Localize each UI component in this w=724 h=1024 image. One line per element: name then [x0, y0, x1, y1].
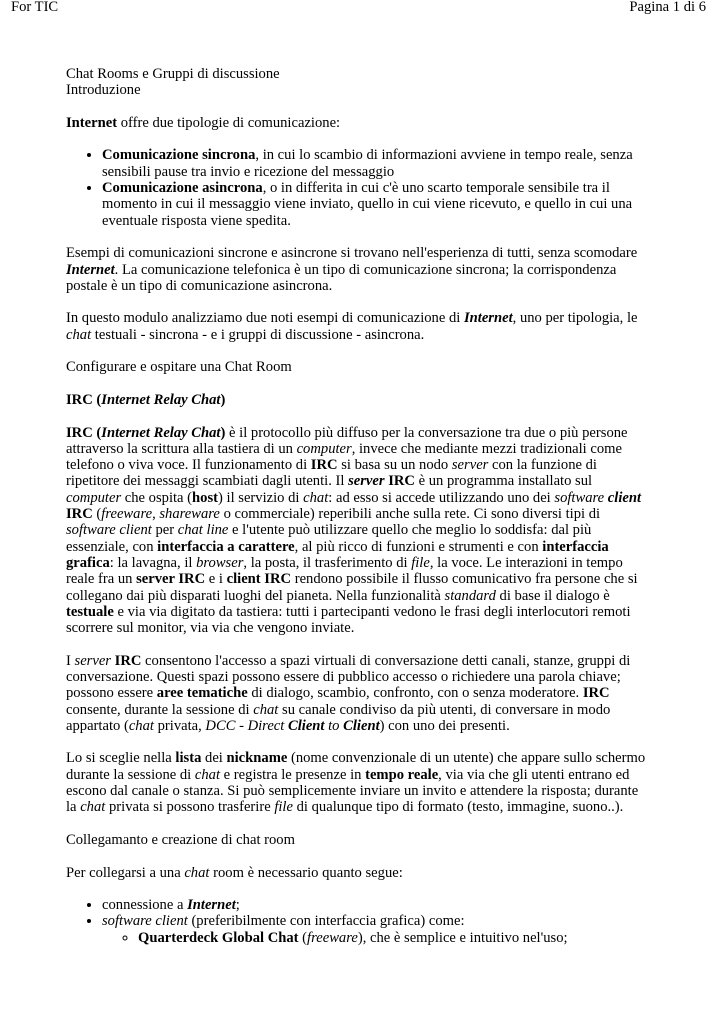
italic-term: freeware — [101, 506, 153, 523]
title-line-2: Introduzione — [66, 82, 141, 99]
text-span: dei — [201, 750, 227, 767]
text-span: : ad esso si accede utilizzando uno dei — [328, 489, 555, 506]
italic-term: software client — [102, 913, 188, 930]
text-span: , la posta, il trasferimento di — [243, 554, 412, 571]
bold-term: ) — [220, 391, 226, 408]
text-span: di dialogo, scambio, confronto, con o senza moderatore. — [247, 685, 583, 702]
bold-term: Internet — [66, 114, 118, 131]
bold-italic-term: Internet Relay Chat — [101, 424, 221, 441]
italic-term: software — [554, 489, 605, 506]
bold-term: IRC — [111, 652, 142, 669]
bold-italic-term: Client — [287, 717, 325, 734]
text-span: Esempi di comunicazioni sincrone e asincrone si trovano nell'esperienza di tutti, senza scomodare — [66, 245, 638, 262]
text-span: In questo modulo analizziamo due noti esempi di comunicazione di — [66, 310, 464, 327]
section-heading-irc — [66, 392, 648, 408]
italic-term: freeware — [307, 929, 358, 946]
bold-term: client IRC — [226, 571, 292, 588]
bold-term: tempo reale — [365, 766, 439, 783]
client-software-list — [102, 930, 648, 946]
bold-term: aree tematiche — [156, 685, 248, 702]
list-item — [138, 930, 648, 946]
text-span: e l'utente può utilizzare quello che meglio lo soddisfa: dal più essenziale, con — [66, 522, 592, 555]
italic-term: computer — [296, 440, 352, 457]
section-heading-config: Configurare e ospitare una Chat Room — [66, 359, 292, 376]
text-span: che ospita ( — [121, 489, 193, 506]
paragraph-internet — [66, 115, 648, 131]
text-span: si basa su un nodo — [337, 457, 452, 474]
bold-term: IRC — [582, 685, 610, 702]
text-span: Lo si sceglie nella — [66, 750, 176, 767]
text-span: , — [152, 506, 160, 523]
text-span: è il protocollo più diffuso per la conversazione tra due o più persone attraverso la scrittura alla tastiera di un — [66, 424, 628, 457]
text-span: ), che è semplice e intuitivo nel'uso; — [357, 929, 568, 946]
document-body — [66, 66, 648, 962]
text-span: consentono l'accesso a spazi virtuali di conversazione detti canali, stanze, gruppi di conversazione. Questi spazi possono essere di pubblico accesso o richiedere una parola chiave; possono essere — [66, 652, 631, 702]
bold-term: IRC — [66, 506, 93, 523]
page-number: Pagina 1 di 6 — [629, 0, 706, 15]
italic-term: computer — [66, 489, 122, 506]
title-line-1: Chat Rooms e Gruppi di discussione — [66, 66, 280, 82]
text-span: (preferibilmente con interfaccia grafica) come: — [187, 913, 465, 930]
text-span: . La comunicazione telefonica è un tipo di comunicazione sincrona; la corrispondenza postale è un tipo di comunicazione asincrona. — [66, 261, 617, 294]
italic-term: file — [274, 799, 293, 816]
bold-term: testuale — [66, 603, 114, 620]
text-span: privata, — [153, 717, 206, 734]
bold-term: Quarterdeck Global Chat — [138, 929, 299, 946]
paragraph-irc-2 — [66, 653, 648, 734]
text-span: e via via digitato da tastiera: tutti i partecipanti vedono le frasi degli interlocutori remoti scorrere sul monitor, via via che vengono inviate. — [66, 603, 631, 637]
italic-term: chat — [66, 326, 92, 343]
bold-term: host — [192, 489, 218, 506]
italic-term: software client — [66, 522, 152, 539]
text-span: , uno per tipologia, le — [512, 310, 638, 327]
italic-term: chat — [80, 799, 106, 816]
text-span: I — [66, 652, 75, 669]
text-span: : la lavagna, il — [109, 554, 197, 571]
bold-italic-term: Internet — [463, 310, 513, 327]
bold-italic-term: Internet — [187, 897, 236, 914]
text-span: su canale condiviso da più utenti, di conversare in modo appartato ( — [66, 701, 611, 734]
text-span: ( — [298, 929, 308, 946]
text-span: di qualunque tipo di formato (testo, immagine, suono..). — [292, 799, 624, 816]
paragraph-irc-3 — [66, 750, 648, 815]
bold-term: Comunicazione asincrona — [102, 180, 263, 197]
bold-term: lista — [175, 750, 202, 767]
italic-term: file — [411, 554, 430, 571]
text-span: e i — [205, 571, 227, 588]
text-span: è un programma installato sul — [414, 473, 593, 490]
text-span: (nome convenzionale di un utente) che appare sullo schermo durante la sessione di — [66, 750, 646, 783]
text-span: , la voce. Le interazioni in tempo reale fra un — [66, 554, 623, 588]
text-span: con la funzione di ripetitore dei messaggi scambiati dagli utenti. Il — [66, 457, 597, 490]
bold-italic-term: server — [348, 473, 385, 490]
italic-term: to — [324, 717, 344, 734]
text-span: e registra le presenze in — [220, 766, 366, 783]
bold-term: ( — [92, 424, 102, 441]
list-item — [102, 147, 648, 180]
text-span: ) con uno dei presenti. — [379, 717, 510, 734]
text-span: , via via che gli utenti entrano ed escono dal canale o stanza. Si può semplicemente inviare un invito e attendere la risposta; durante la — [66, 766, 639, 816]
text-span: , in cui lo scambio di informazioni avviene in tempo reale, senza sensibili pause tra invio e ricezione del messaggio — [102, 147, 633, 180]
bold-term: IRC — [384, 473, 415, 490]
list-item — [102, 180, 648, 229]
section-heading-collegamento: Collegamanto e creazione di chat room — [66, 831, 295, 848]
text-span: offre due tipologie di comunicazione: — [117, 114, 341, 131]
text-span: o commerciale) reperibili anche sulla rete. Ci sono diversi tipi di — [219, 506, 601, 523]
communication-types-list — [66, 147, 648, 228]
text-span: room è necessario quanto segue: — [209, 864, 403, 881]
text-span: testuali - sincrona - e i gruppi di discussione - asincrona. — [91, 326, 425, 343]
requirements-list — [66, 897, 648, 946]
text-span: , invece che mediante mezzi tradizionali come telefono o viva voce. Il funzionamento di — [66, 440, 622, 474]
italic-term: browser — [196, 554, 244, 571]
bold-term: ) — [220, 424, 226, 441]
bold-term: IRC ( — [66, 391, 102, 408]
running-header-left: For TIC — [11, 0, 59, 15]
italic-term: server — [74, 652, 111, 669]
paragraph-modulo — [66, 310, 648, 343]
text-span: ; — [235, 897, 240, 914]
text-span: privata si possono trasferire — [105, 799, 275, 816]
list-item — [102, 913, 648, 946]
text-span: ( — [92, 506, 102, 523]
text-span: per — [151, 522, 178, 539]
italic-term: chat — [253, 701, 279, 718]
italic-term: chat line — [177, 522, 229, 539]
bold-term: Comunicazione sincrona — [102, 147, 256, 164]
text-span: connessione a — [102, 897, 188, 914]
bold-term: nickname — [226, 750, 288, 767]
bold-italic-term: client — [607, 489, 642, 506]
italic-term: server — [451, 457, 489, 474]
paragraph-irc-1 — [66, 425, 648, 637]
italic-term: chat — [128, 717, 154, 734]
bold-term: interfaccia grafica — [66, 538, 609, 571]
italic-term: chat — [194, 766, 221, 783]
bold-italic-term: Internet Relay Chat — [101, 391, 221, 408]
italic-term: standard — [444, 587, 496, 604]
paragraph-esempi — [66, 245, 648, 294]
bold-term: IRC — [310, 457, 338, 474]
text-span: consente, durante la sessione di — [66, 701, 254, 718]
list-item — [102, 897, 648, 913]
italic-term: shareware — [159, 506, 220, 523]
bold-italic-term: Internet — [66, 261, 115, 278]
text-span: , al più ricco di funzioni e strumenti e con — [294, 538, 543, 555]
text-span: di base il dialogo è — [495, 587, 610, 604]
document-title — [66, 66, 648, 99]
bold-term: server IRC — [136, 571, 206, 588]
italic-term: DCC - Direct — [205, 717, 288, 734]
text-span: , o in differita in cui c'è uno scarto temporale sensibile tra il momento in cui il messaggio viene inviato, quello in cui viene ricevuto, e quello in cui una eventuale risposta viene spedita. — [102, 180, 633, 229]
paragraph-collegarsi — [66, 865, 648, 881]
text-span: rendono possibile il flusso comunicativo fra persone che si collegano dai più disparati luoghi del pianeta. Nella funzionalità — [66, 571, 638, 604]
bold-term: IRC — [66, 424, 93, 441]
italic-term: chat — [303, 489, 329, 506]
italic-term: chat — [184, 864, 210, 881]
bold-term: interfaccia a carattere — [157, 538, 295, 555]
text-span: ) il servizio di — [218, 489, 304, 506]
bold-italic-term: Client — [343, 717, 380, 734]
text-span: Per collegarsi a una — [66, 864, 185, 881]
